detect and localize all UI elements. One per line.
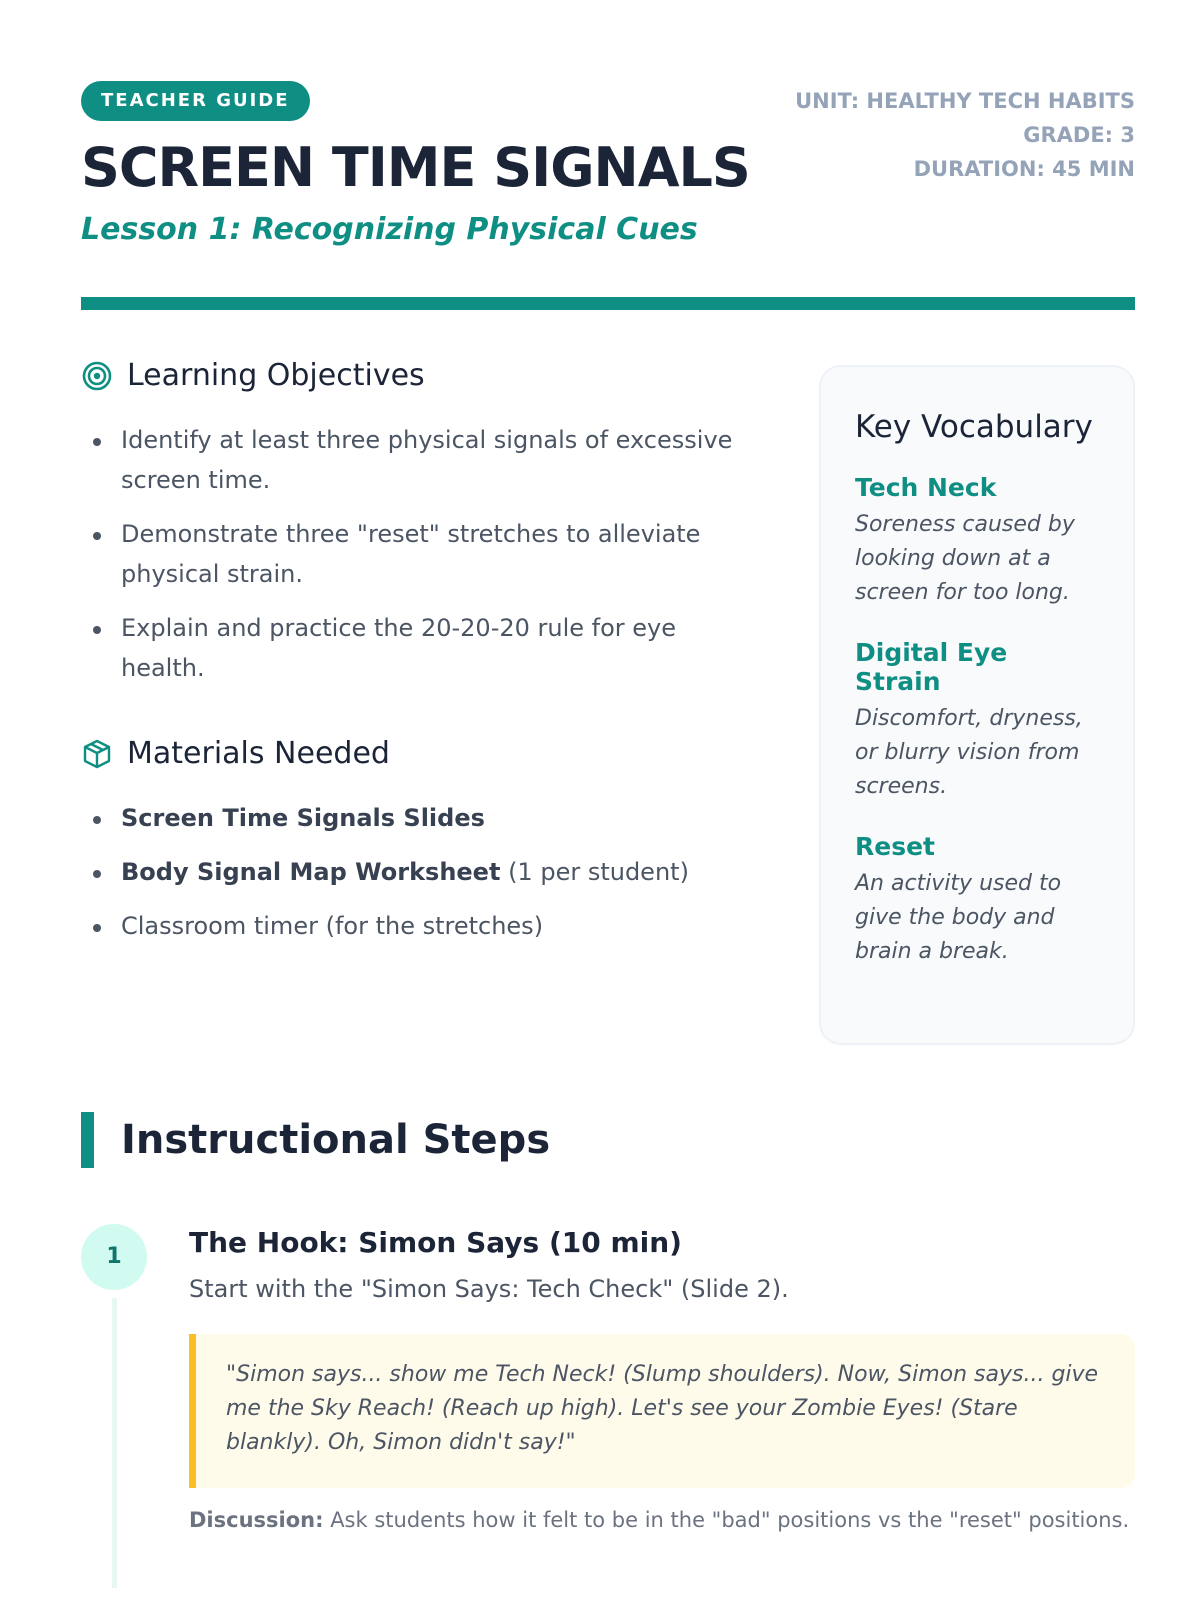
step-timeline-line — [112, 1298, 117, 1588]
list-item — [81, 798, 741, 838]
vocab-term: Digital Eye Strain — [855, 638, 1008, 696]
objectives-heading: Learning Objectives — [127, 358, 425, 393]
materials-heading: Materials Needed — [127, 736, 390, 771]
list-item — [81, 852, 741, 892]
material-name: Screen Time Signals Slides — [121, 804, 485, 832]
material-note: (1 per student) — [500, 858, 689, 886]
unit-label: UNIT: HEALTHY TECH HABITS — [795, 89, 1135, 113]
materials-list — [81, 798, 741, 960]
objectives-heading-row — [81, 358, 425, 393]
steps-accent-bar — [81, 1112, 94, 1168]
objectives-list — [81, 420, 741, 702]
step-number-badge: 1 — [81, 1224, 147, 1290]
grade-label: GRADE: 3 — [1023, 123, 1135, 147]
materials-heading-row — [81, 736, 390, 771]
teacher-guide-badge: TEACHER GUIDE — [81, 81, 310, 121]
list-item: Explain and practice the 20-20-20 rule for eye health. — [81, 608, 741, 688]
vocab-definition: Soreness caused by looking down at a screen for too long. — [855, 512, 1075, 605]
material-note: Classroom timer (for the stretches) — [121, 912, 544, 940]
step-description: Start with the "Simon Says: Tech Check" (Slide 2). — [189, 1275, 789, 1303]
discussion-text: Ask students how it felt to be in the "bad" positions vs the "reset" positions. — [323, 1508, 1130, 1532]
lesson-page — [81, 0, 1135, 1532]
vocab-definition: Discomfort, dryness, or blurry vision from screens. — [855, 706, 1083, 799]
step-script-quote: "Simon says... show me Tech Neck! (Slump shoulders). Now, Simon says... give me the Sky Reach! (Reach up high). Let's see your Zombie Eyes! (Stare blankly). Oh, Simon didn't say!" — [189, 1334, 1135, 1488]
target-icon — [81, 360, 113, 392]
lesson-meta — [795, 84, 1135, 186]
vocabulary-card — [819, 365, 1135, 1045]
box-icon — [81, 738, 113, 770]
duration-label: DURATION: 45 MIN — [913, 157, 1135, 181]
step-discussion — [189, 1508, 1129, 1532]
header — [81, 0, 1135, 310]
material-name: Body Signal Map Worksheet — [121, 858, 501, 886]
list-item: Demonstrate three "reset" stretches to alleviate physical strain. — [81, 514, 741, 594]
list-item: Identify at least three physical signals of excessive screen time. — [81, 420, 741, 500]
steps-heading-row — [81, 1112, 550, 1168]
discussion-label: Discussion: — [189, 1508, 324, 1532]
vocab-definition: An activity used to give the body and brain a break. — [855, 871, 1062, 964]
page-title: SCREEN TIME SIGNALS — [81, 136, 750, 199]
vocab-term: Reset — [855, 832, 935, 861]
header-divider — [81, 297, 1135, 310]
steps-heading: Instructional Steps — [121, 1117, 551, 1163]
list-item — [81, 906, 741, 946]
vocabulary-heading: Key Vocabulary — [855, 409, 1093, 445]
step-title: The Hook: Simon Says (10 min) — [189, 1226, 682, 1259]
vocab-term: Tech Neck — [855, 473, 997, 502]
lesson-subtitle: Lesson 1: Recognizing Physical Cues — [81, 212, 698, 247]
